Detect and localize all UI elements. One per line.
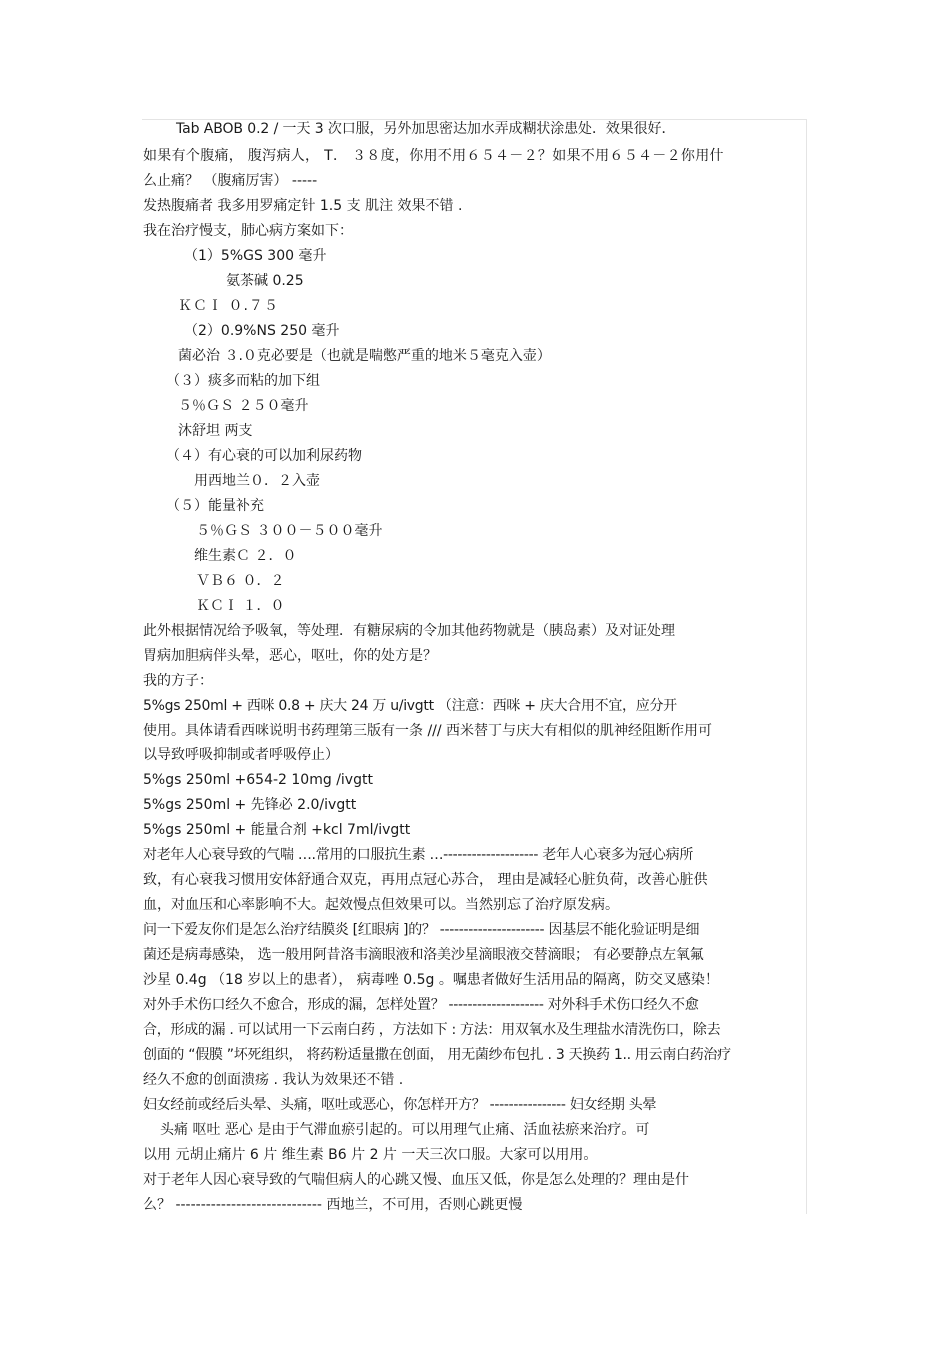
text-line-12: ５％ＧＳ ２５０毫升 — [178, 398, 309, 414]
text-line-23: 我的方子： — [143, 673, 213, 689]
text-line-43: 对于老年人因心衰导致的气喘但病人的心跳又慢、血压又低，你是怎么处理的？理由是什 — [143, 1172, 689, 1188]
text-line-4: 发热腹痛者 我多用罗痛定针 1.5 支 肌注 效果不错 . — [143, 198, 463, 214]
text-line-7: 氨茶碱 0.25 — [226, 273, 304, 289]
text-line-10: 菌必治 ３.０克必要是（也就是喘憋严重的地米５毫克入壶） — [178, 348, 551, 364]
text-line-44: 么？ ----------------------------- 西地兰，不可用，否则心跳更慢 — [143, 1197, 523, 1213]
text-line-2: 如果有个腹痛， 腹泻病人， T． ３８度，你用不用６５４－２？如果不用６５４－２你用什 — [143, 148, 724, 164]
text-line-30: 对老年人心衰导致的气喘 ….常用的口服抗生素 …-------------------- 老年人心衰多为冠心病所 — [143, 847, 694, 863]
text-line-11: （３）痰多而粘的加下组 — [166, 373, 320, 389]
text-line-1: Tab ABOB 0.2 / 一天 3 次口服，另外加思密达加水弄成糊状涂患处．效果很好． — [176, 121, 676, 137]
text-line-3: 么止痛？ （腹痛厉害） ----- — [143, 173, 318, 189]
text-line-14: （４）有心衰的可以加利尿药物 — [166, 448, 362, 464]
text-line-13: 沐舒坦 两支 — [178, 423, 253, 439]
text-line-20: ＫＣＩ １．０ — [196, 598, 285, 614]
text-line-29: 5%gs 250ml + 能量合剂 +kcl 7ml/ivgtt — [143, 822, 411, 838]
text-line-28: 5%gs 250ml + 先锋必 2.0/ivgtt — [143, 797, 357, 813]
text-line-27: 5%gs 250ml +654-2 10mg /ivgtt — [143, 772, 373, 788]
text-line-16: （５）能量补充 — [166, 498, 264, 514]
text-line-22: 胃病加胆病伴头晕，恶心，呕吐，你的处方是？ — [143, 648, 437, 664]
text-line-41: 头痛 呕吐 恶心 是由于气滞血瘀引起的。可以用理气止痛、活血祛瘀来治疗。可 — [160, 1122, 650, 1138]
text-line-6: （1）5%GS 300 毫升 — [184, 248, 327, 264]
text-line-34: 菌还是病毒感染， 选一般用阿昔洛韦滴眼液和洛美沙星滴眼液交替滴眼； 有必要静点左氧氟 — [143, 947, 704, 963]
text-line-25: 使用。具体请看西咪说明书药理第三版有一条 /// 西米替丁与庆大有相似的肌神经阻断作用可 — [143, 723, 713, 739]
text-line-18: 维生素Ｃ ２．０ — [194, 548, 297, 564]
text-line-39: 经久不愈的创面溃疡 . 我认为效果还不错 . — [143, 1072, 404, 1088]
text-line-35: 沙星 0.4g （18 岁以上的患者）， 病毒唑 0.5g 。嘱患者做好生活用品的隔离，防交叉感染！ — [143, 972, 719, 988]
text-line-42: 以用 元胡止痛片 6 片 维生素 B6 片 2 片 一天三次口服。大家可以用用。 — [143, 1147, 598, 1163]
text-line-33: 问一下爱友你们是怎么治疗结膜炎 [红眼病 ]的？ ---------------------- 因基层不能化验证明是细 — [143, 922, 700, 938]
text-line-32: 血，对血压和心率影响不大。起效慢点但效果可以。当然别忘了治疗原发病。 — [143, 897, 619, 913]
text-line-8: ＫＣＩ ０.７５ — [178, 298, 279, 314]
text-line-21: 此外根据情况给予吸氧，等处理．有糖尿病的令加其他药物就是（胰岛素）及对证处理 — [143, 623, 675, 639]
text-line-40: 妇女经前或经后头晕、头痛，呕吐或恶心，你怎样开方？ ---------------- 妇女经期 头晕 — [143, 1097, 657, 1113]
text-line-9: （2）0.9%NS 250 毫升 — [184, 323, 340, 339]
text-line-26: 以导致呼吸抑制或者呼吸停止） — [143, 747, 339, 763]
text-line-24: 5%gs 250ml + 西咪 0.8 + 庆大 24 万 u/ivgtt （注意：西咪 + 庆大合用不宜，应分开 — [143, 698, 677, 714]
text-line-31: 致，有心衰我习惯用安体舒通合双克，再用点冠心苏合， 理由是减轻心脏负荷，改善心脏供 — [143, 872, 708, 888]
text-line-15: 用西地兰０．２入壶 — [194, 473, 320, 489]
text-line-19: ＶＢ６ ０．２ — [196, 573, 285, 589]
text-line-37: 合，形成的漏 . 可以试用一下云南白药 ，方法如下 : 方法：用双氧水及生理盐水清洗伤口，除去 — [143, 1022, 721, 1038]
text-line-5: 我在治疗慢支，肺心病方案如下： — [143, 223, 353, 239]
text-line-38: 创面的 “假膜 ”坏死组织， 将药粉适量撒在创面， 用无菌纱布包扎 . 3 天换药 1.. 用云南白药治疗 — [143, 1047, 731, 1063]
text-line-36: 对外手术伤口经久不愈合，形成的漏，怎样处置？ -------------------- 对外科手术伤口经久不愈 — [143, 997, 699, 1013]
text-line-17: ５％ＧＳ ３００－５００毫升 — [196, 523, 383, 539]
